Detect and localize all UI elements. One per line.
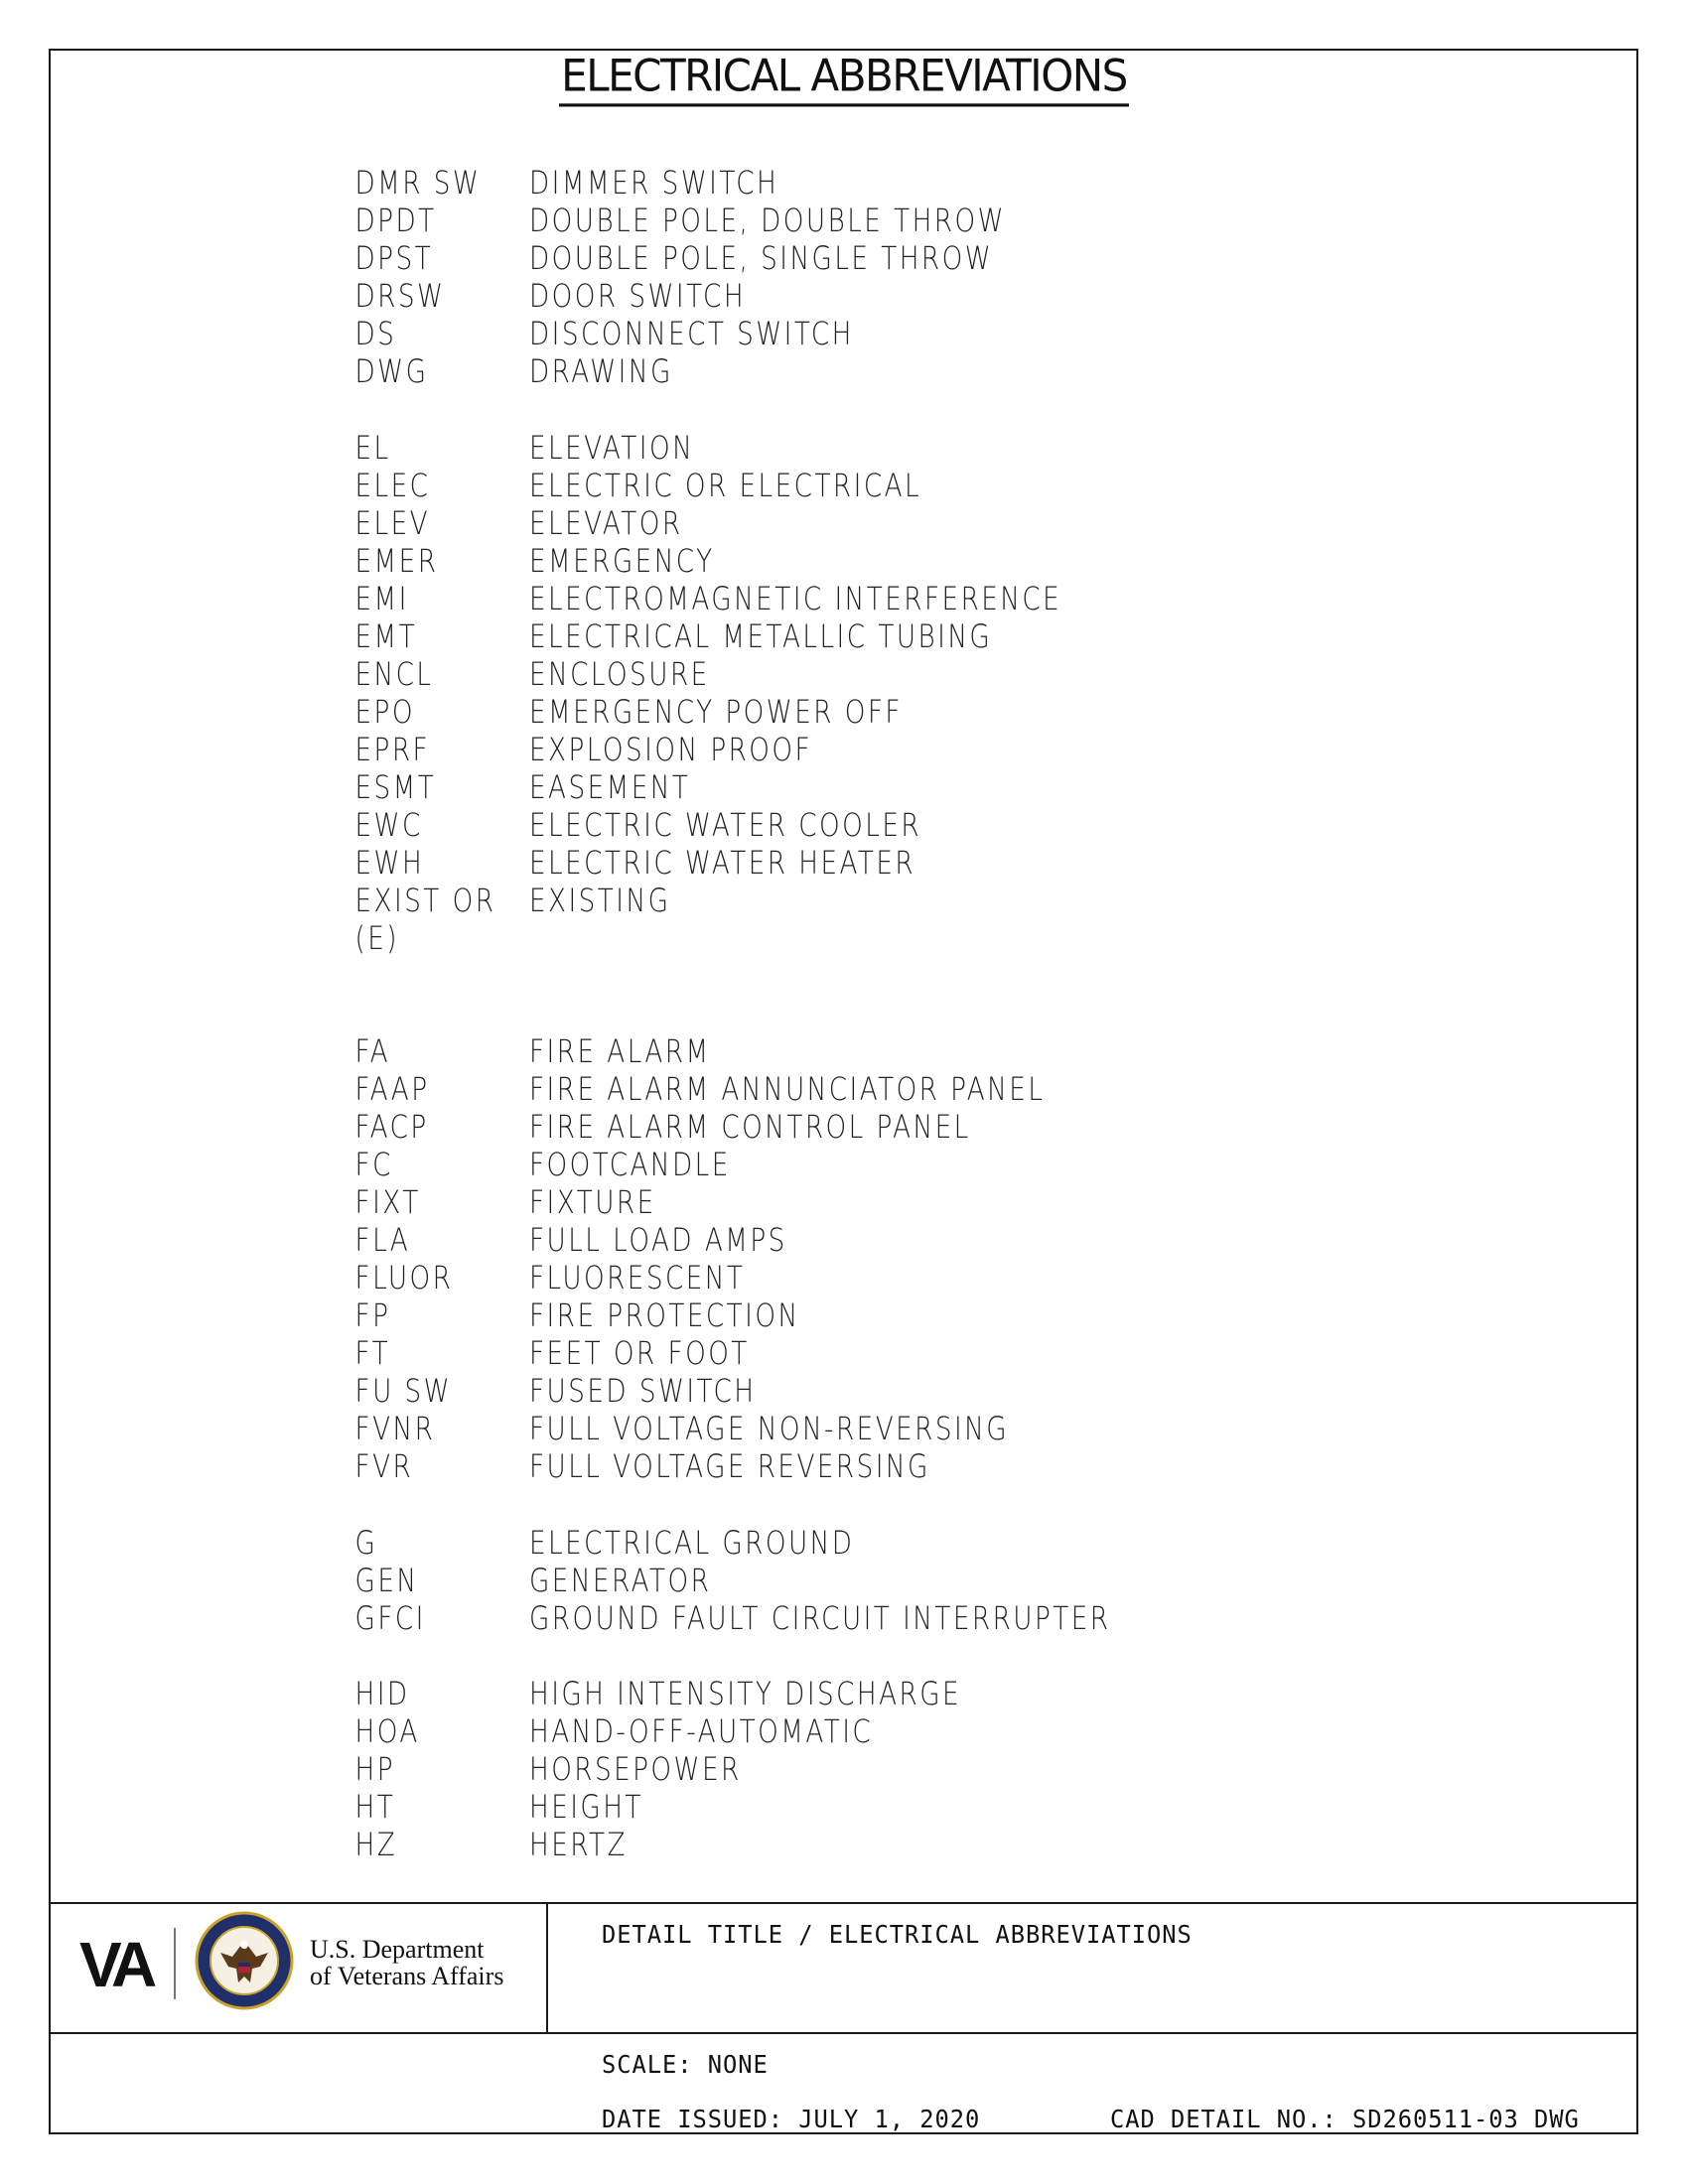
department-name: [310, 1936, 503, 1989]
abbreviation-definition: FLUORESCENT: [529, 1259, 746, 1297]
abbreviation-definition: EASEMENT: [529, 768, 691, 806]
abbreviation-code: ENCL: [354, 655, 434, 693]
abbreviation-definition: DOOR SWITCH: [529, 277, 747, 315]
abbreviation-definition: FULL VOLTAGE NON-REVERSING: [529, 1410, 1010, 1447]
abbreviation-definition: FEET OR FOOT: [529, 1334, 750, 1372]
logo-divider: [174, 1928, 176, 1999]
abbreviation-definition: EMERGENCY POWER OFF: [529, 693, 903, 731]
abbreviation-code: EWH: [354, 844, 425, 882]
abbreviation-code: ELEC: [354, 467, 431, 504]
abbreviation-definition: FIXTURE: [529, 1183, 656, 1221]
abbreviation-definition: DRAWING: [529, 352, 673, 390]
abbreviation-code: HZ: [354, 1826, 398, 1863]
abbreviation-definition: FOOTCANDLE: [529, 1146, 731, 1183]
abbreviation-code: FU SW: [354, 1372, 453, 1410]
abbreviation-code: FP: [354, 1297, 391, 1334]
abbreviation-definition: EMERGENCY: [529, 542, 715, 580]
titleblock-middle-rule: [49, 2032, 1638, 2034]
page-title: ELECTRICAL ABBREVIATIONS: [0, 51, 1688, 101]
abbreviation-definition: FIRE ALARM CONTROL PANEL: [529, 1108, 971, 1146]
abbreviation-code: FT: [354, 1334, 391, 1372]
abbreviation-code: EMER: [354, 542, 439, 580]
titleblock-top-rule: [49, 1902, 1638, 1904]
abbreviation-definition: DIMMER SWITCH: [529, 164, 779, 202]
abbreviation-code: EL: [354, 429, 391, 467]
abbreviation-definition: ELECTROMAGNETIC INTERFERENCE: [529, 580, 1062, 617]
titleblock-divider: [546, 1902, 548, 2034]
abbreviation-code: GEN: [354, 1562, 419, 1599]
abbreviation-code: FC: [354, 1146, 393, 1183]
abbreviation-definition: ELECTRICAL GROUND: [529, 1524, 855, 1562]
abbreviation-code: EPO: [354, 693, 415, 731]
abbreviation-definition: DOUBLE POLE, SINGLE THROW: [529, 239, 994, 277]
abbreviation-definition: FIRE ALARM: [529, 1032, 711, 1070]
abbreviation-code: DMR SW: [354, 164, 482, 202]
abbreviation-code: DPDT: [354, 202, 437, 239]
abbreviation-code: DRSW: [354, 277, 446, 315]
department-line-2: of Veterans Affairs: [310, 1962, 504, 1990]
date-issued: DATE ISSUED: JULY 1, 2020: [602, 2105, 981, 2133]
abbreviation-definition: FIRE ALARM ANNUNCIATOR PANEL: [529, 1070, 1046, 1108]
abbreviation-definition: ELEVATOR: [529, 504, 683, 542]
abbreviation-code: EMI: [354, 580, 409, 617]
abbreviation-definition: FUSED SWITCH: [529, 1372, 757, 1410]
abbreviation-definition: ELECTRICAL METALLIC TUBING: [529, 617, 993, 655]
va-seal-icon: [195, 1911, 294, 2010]
abbreviation-definition: HERTZ: [529, 1826, 628, 1863]
cad-detail-number: CAD DETAIL NO.: SD260511-03 DWG: [1110, 2105, 1580, 2133]
abbreviation-code: FA: [354, 1032, 391, 1070]
abbreviation-code: GFCI: [354, 1599, 426, 1637]
abbreviation-code: (E): [354, 919, 399, 957]
abbreviation-code: FVNR: [354, 1410, 436, 1447]
abbreviation-code: EMT: [354, 617, 418, 655]
abbreviation-code: FLA: [354, 1221, 411, 1259]
abbreviation-definition: ELECTRIC WATER HEATER: [529, 844, 916, 882]
abbreviation-definition: ENCLOSURE: [529, 655, 710, 693]
abbreviation-definition: GROUND FAULT CIRCUIT INTERRUPTER: [529, 1599, 1111, 1637]
abbreviation-code: ELEV: [354, 504, 431, 542]
abbreviation-code: EWC: [354, 806, 423, 844]
abbreviation-code: FAAP: [354, 1070, 430, 1108]
detail-title: DETAIL TITLE / ELECTRICAL ABBREVIATIONS: [602, 1920, 1193, 1949]
abbreviation-code: ESMT: [354, 768, 437, 806]
abbreviation-definition: DOUBLE POLE, DOUBLE THROW: [529, 202, 1007, 239]
abbreviation-code: HOA: [354, 1712, 420, 1750]
abbreviation-definition: HEIGHT: [529, 1788, 643, 1826]
scale-label: SCALE: NONE: [602, 2050, 769, 2079]
abbreviation-code: HP: [354, 1750, 395, 1788]
abbreviation-code: EXIST OR: [354, 882, 496, 919]
abbreviation-code: HT: [354, 1788, 396, 1826]
abbreviation-definition: FULL VOLTAGE REVERSING: [529, 1447, 930, 1485]
abbreviation-definition: HIGH INTENSITY DISCHARGE: [529, 1675, 962, 1712]
abbreviation-code: FACP: [354, 1108, 429, 1146]
abbreviation-code: EPRF: [354, 731, 431, 768]
abbreviation-definition: DISCONNECT SWITCH: [529, 315, 854, 352]
department-line-1: U.S. Department: [310, 1935, 485, 1964]
abbreviation-code: FVR: [354, 1447, 414, 1485]
abbreviation-code: HID: [354, 1675, 410, 1712]
abbreviation-definition: ELEVATION: [529, 429, 695, 467]
abbreviation-code: FLUOR: [354, 1259, 454, 1297]
abbreviation-definition: ELECTRIC WATER COOLER: [529, 806, 922, 844]
abbreviation-code: DPST: [354, 239, 434, 277]
abbreviation-definition: HORSEPOWER: [529, 1750, 742, 1788]
abbreviation-definition: FIRE PROTECTION: [529, 1297, 800, 1334]
abbreviation-definition: GENERATOR: [529, 1562, 712, 1599]
abbreviation-code: FIXT: [354, 1183, 421, 1221]
abbreviation-definition: EXPLOSION PROOF: [529, 731, 813, 768]
abbreviation-definition: FULL LOAD AMPS: [529, 1221, 787, 1259]
abbreviation-code: DWG: [354, 352, 429, 390]
va-logo: VA: [79, 1929, 152, 2000]
abbreviation-definition: EXISTING: [529, 882, 671, 919]
abbreviation-definition: ELECTRIC OR ELECTRICAL: [529, 467, 922, 504]
abbreviation-definition: HAND-OFF-AUTOMATIC: [529, 1712, 874, 1750]
abbreviation-code: G: [354, 1524, 378, 1562]
abbreviation-code: DS: [354, 315, 397, 352]
